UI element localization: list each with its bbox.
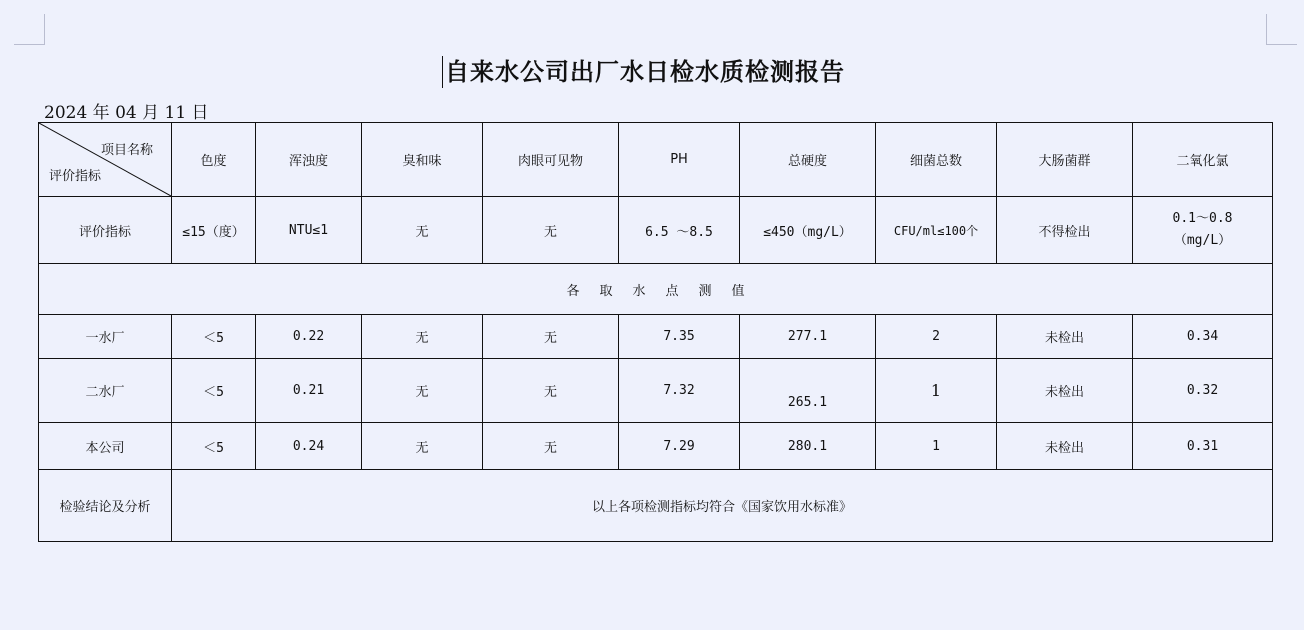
column-header: 色度: [172, 123, 256, 197]
table-cell: 0.24: [256, 423, 362, 470]
column-header: 肉眼可见物: [483, 123, 619, 197]
table-cell: ＜5: [172, 359, 256, 423]
table-cell: 无: [362, 315, 483, 359]
section-char: 水: [632, 283, 646, 299]
page-corner-mark-top-left: [14, 14, 45, 45]
conclusion-text: 以上各项检测指标均符合《国家饮用水标准》: [172, 470, 1273, 542]
table-cell: NTU≤1: [256, 197, 362, 264]
table-cell: 0.32: [1133, 359, 1273, 423]
section-char: 取: [599, 283, 613, 299]
section-char: 各: [566, 283, 580, 299]
table-cell: 0.21: [256, 359, 362, 423]
table-cell: 无: [483, 315, 619, 359]
table-cell: 277.1: [740, 315, 876, 359]
row-label: 二水厂: [39, 359, 172, 423]
table-cell: 无: [362, 423, 483, 470]
standard-row: [39, 197, 1273, 264]
table-cell: 1: [876, 359, 997, 423]
table-cell: 0.31: [1133, 423, 1273, 470]
diagonal-header-cell: [39, 123, 172, 197]
column-header: 臭和味: [362, 123, 483, 197]
section-char: 点: [665, 283, 679, 299]
table-cell: 2: [876, 315, 997, 359]
conclusion-row: [39, 470, 1273, 542]
water-quality-table: [38, 122, 1273, 542]
table-cell: ≤15（度）: [172, 197, 256, 264]
column-header: 浑浊度: [256, 123, 362, 197]
column-header: 大肠菌群: [997, 123, 1133, 197]
table-cell: ＜5: [172, 315, 256, 359]
diagonal-line: [39, 123, 171, 196]
column-header: 二氧化氯: [1133, 123, 1273, 197]
section-row: [39, 264, 1273, 315]
corner-label-indicator: 评价指标: [49, 169, 102, 184]
row-label: 本公司: [39, 423, 172, 470]
table-cell: 未检出: [997, 359, 1133, 423]
table-cell: 7.35: [619, 315, 740, 359]
column-header: 细菌总数: [876, 123, 997, 197]
table-row: [39, 315, 1273, 359]
column-header: PH: [619, 123, 740, 197]
section-char: 值: [731, 283, 745, 299]
table-cell: 7.32: [619, 359, 740, 423]
table-cell: 280.1: [740, 423, 876, 470]
table-cell: 7.29: [619, 423, 740, 470]
report-date: 2024 年 04 月 11 日: [44, 103, 209, 123]
section-heading: [39, 264, 1273, 315]
report-title: 自来水公司出厂水日检水质检测报告: [442, 56, 845, 88]
table-cell: 无: [362, 197, 483, 264]
table-cell: [740, 359, 876, 423]
table-cell: 无: [483, 197, 619, 264]
row-label: 评价指标: [39, 197, 172, 264]
table-cell: 未检出: [997, 423, 1133, 470]
table-cell: [1133, 197, 1273, 264]
table-cell: ＜5: [172, 423, 256, 470]
table-cell: 无: [483, 423, 619, 470]
table-row: [39, 423, 1273, 470]
row-label: 检验结论及分析: [39, 470, 172, 542]
unit-line: （mg/L）: [1173, 233, 1232, 248]
corner-label-item-name: 项目名称: [100, 143, 153, 158]
table-cell-value: 265.1: [787, 395, 828, 410]
table-cell: 0.22: [256, 315, 362, 359]
table-cell: 无: [483, 359, 619, 423]
table-cell: 0.34: [1133, 315, 1273, 359]
table-cell: 6.5 ～8.5: [619, 197, 740, 264]
range-line: 0.1～0.8: [1172, 211, 1233, 226]
table-cell: 1: [876, 423, 997, 470]
table-row: [39, 359, 1273, 423]
table-cell: 不得检出: [997, 197, 1133, 264]
table-cell: CFU/ml≤100个: [876, 197, 997, 264]
table-cell: ≤450（mg/L）: [740, 197, 876, 264]
header-row: [39, 123, 1273, 197]
section-char: 测: [698, 283, 712, 299]
table-cell: 未检出: [997, 315, 1133, 359]
column-header: 总硬度: [740, 123, 876, 197]
row-label: 一水厂: [39, 315, 172, 359]
page-corner-mark-top-right: [1266, 14, 1297, 45]
table-cell: 无: [362, 359, 483, 423]
